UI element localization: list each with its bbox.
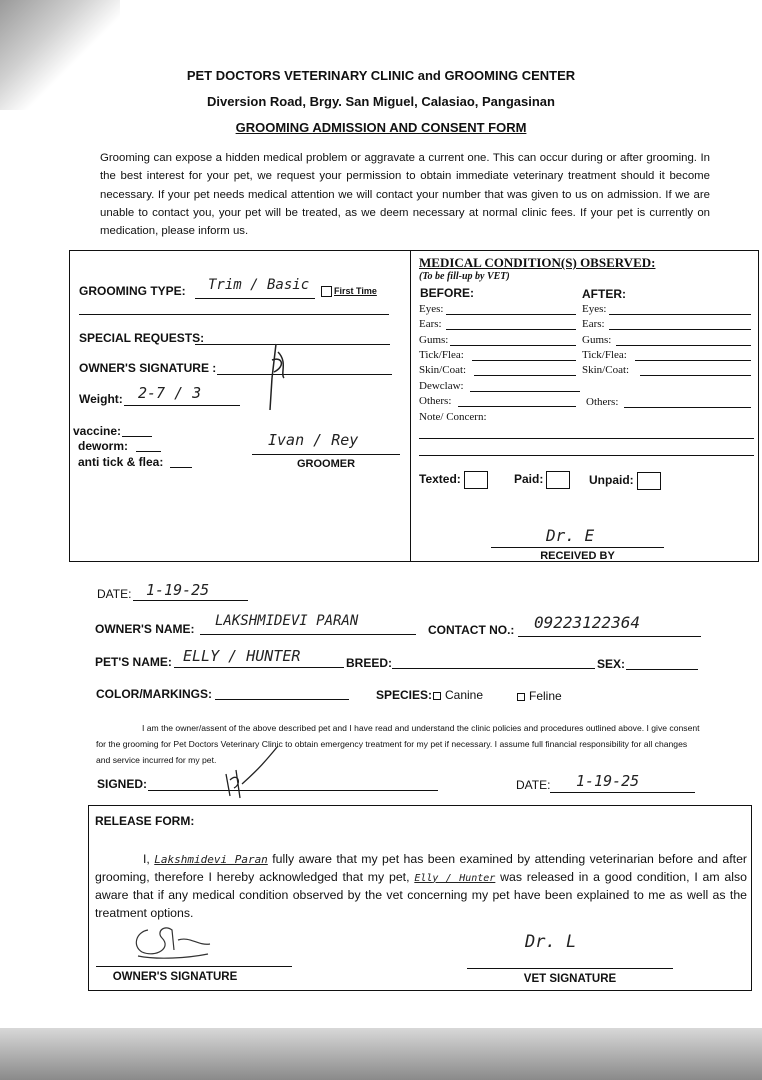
before-dewclaw: Dewclaw: xyxy=(419,380,464,392)
signed-date-label: DATE: xyxy=(516,778,551,792)
owner-name-value: LAKSHMIDEVI PARAN xyxy=(215,613,359,629)
canine-label: Canine xyxy=(445,688,484,702)
color-markings-label: COLOR/MARKINGS: xyxy=(96,687,212,701)
deworm-label: deworm: xyxy=(78,439,129,453)
after-eyes: Eyes: xyxy=(582,303,607,315)
clinic-name: PET DOCTORS VETERINARY CLINIC and GROOMING CENTER xyxy=(186,68,576,83)
before-gums: Gums: xyxy=(419,334,449,346)
grooming-type-label: GROOMING TYPE: xyxy=(79,284,186,298)
release-text-2: was released in a good condition, I am also aware that if any medical condition observed by the vet concerning my pet have been explained to me as well as the treatment options. xyxy=(95,869,747,920)
weight-value: 2-7 / 3 xyxy=(138,384,202,402)
clinic-address: Diversion Road, Brgy. San Miguel, Calasiao, Pangasinan xyxy=(207,94,555,109)
texted-label: Texted: xyxy=(419,472,461,487)
species-label: SPECIES: xyxy=(376,688,433,702)
breed-label: BREED: xyxy=(346,656,393,670)
after-gums: Gums: xyxy=(582,334,612,346)
before-header: BEFORE: xyxy=(420,286,474,300)
medical-subtitle: (To be fill-up by VET) xyxy=(419,271,510,282)
release-text-1: fully aware that my pet has been examined by attending veterinarian before and after grooming, therefore I hereby acknowledged that my pet, xyxy=(95,852,748,884)
contact-label: CONTACT NO.: xyxy=(428,623,515,637)
after-others: Others: xyxy=(586,396,619,408)
release-paragraph xyxy=(95,851,747,922)
after-skincoat: Skin/Coat: xyxy=(582,364,630,376)
box-divider xyxy=(410,250,411,562)
unpaid-checkbox[interactable] xyxy=(589,472,661,490)
form-title: GROOMING ADMISSION AND CONSENT FORM xyxy=(235,120,527,135)
intro-paragraph: Grooming can expose a hidden medical problem or aggravate a current one. This can occur during or after grooming. In the best interest for your pet, we request your permission to obtain immediate veterinary treatment should it become necessary. If your pet needs medical attention we will contact your number that was given to us on admission. If we are unable to contact you, your pet will be treated, as we deem necessary at normal clinic fees. If your pet is currently on medication, please inform us. xyxy=(100,152,710,238)
feline-label: Feline xyxy=(529,689,562,703)
signed-label: SIGNED: xyxy=(97,777,148,791)
received-by-value: Dr. E xyxy=(546,526,595,545)
groomer-value: Ivan / Rey xyxy=(268,431,359,449)
owner-name-label: OWNER'S NAME: xyxy=(95,622,195,636)
signed-signature-scribble xyxy=(212,740,282,800)
pet-name-label: PET'S NAME: xyxy=(95,655,172,669)
owner-signature-label: OWNER'S SIGNATURE : xyxy=(79,361,217,375)
after-ears: Ears: xyxy=(582,318,605,330)
vet-signature-value: Dr. L xyxy=(525,932,577,952)
consent-paragraph: I am the owner/assent of the above described pet and I have read and understand the clinic policies and procedures outlined above. I give consent for the grooming for Pet Doctors Veterinary Clinic to obtain emergency treatment for my pet if necessary. I assume full financial responsibility for all changes and service incurred for my pet. xyxy=(96,723,700,765)
date-label: DATE: xyxy=(97,587,132,601)
release-name-value: Lakshmidevi Paran xyxy=(154,853,268,866)
antitick-label: anti tick & flea: xyxy=(78,455,164,469)
sex-label: SEX: xyxy=(597,657,626,671)
signed-date-value: 1-19-25 xyxy=(576,772,640,790)
note-concern: Note/ Concern: xyxy=(419,411,487,423)
owner-release-signature xyxy=(128,918,218,968)
checkbox-icon xyxy=(321,286,332,297)
paid-label: Paid: xyxy=(514,472,544,487)
weight-label: Weight: xyxy=(79,392,123,406)
contact-value: 09223122364 xyxy=(534,613,640,632)
before-others: Others: xyxy=(419,395,452,407)
after-tickflea: Tick/Flea: xyxy=(582,349,627,361)
checkbox-icon xyxy=(433,692,441,700)
unpaid-label: Unpaid: xyxy=(589,473,634,488)
feline-option[interactable] xyxy=(517,689,562,703)
pet-name-value: ELLY / HUNTER xyxy=(183,647,301,665)
release-i: I, xyxy=(143,852,150,866)
medical-title: MEDICAL CONDITION(S) OBSERVED: xyxy=(419,255,656,270)
before-ears: Ears: xyxy=(419,318,442,330)
date-value: 1-19-25 xyxy=(146,581,210,599)
received-by-label: RECEIVED BY xyxy=(540,550,615,562)
scan-shadow-corner xyxy=(0,0,120,110)
paid-checkbox[interactable] xyxy=(514,471,570,489)
first-time-checkbox[interactable] xyxy=(321,286,377,297)
vaccine-label: vaccine: xyxy=(73,424,122,438)
owner-signature-scribble xyxy=(258,338,298,416)
vet-signature-label: VET SIGNATURE xyxy=(523,973,617,985)
after-header: AFTER: xyxy=(582,287,626,301)
texted-box xyxy=(464,471,488,489)
grooming-type-value: Trim / Basic xyxy=(208,277,310,293)
before-skincoat: Skin/Coat: xyxy=(419,364,467,376)
groomer-label: GROOMER xyxy=(296,458,356,470)
canine-option[interactable] xyxy=(433,688,483,702)
special-requests-label: SPECIAL REQUESTS: xyxy=(79,331,205,345)
scan-shadow-bottom xyxy=(0,1028,762,1080)
texted-checkbox[interactable] xyxy=(419,471,488,489)
first-time-label: First Time xyxy=(334,286,377,296)
checkbox-icon xyxy=(517,693,525,701)
unpaid-box xyxy=(637,472,661,490)
release-pet-value: Elly / Hunter xyxy=(414,872,496,884)
owner-release-signature-label: OWNER'S SIGNATURE xyxy=(112,971,238,983)
before-eyes: Eyes: xyxy=(419,303,444,315)
before-tickflea: Tick/Flea: xyxy=(419,349,464,361)
release-title: RELEASE FORM: xyxy=(95,814,195,828)
paid-box xyxy=(546,471,570,489)
